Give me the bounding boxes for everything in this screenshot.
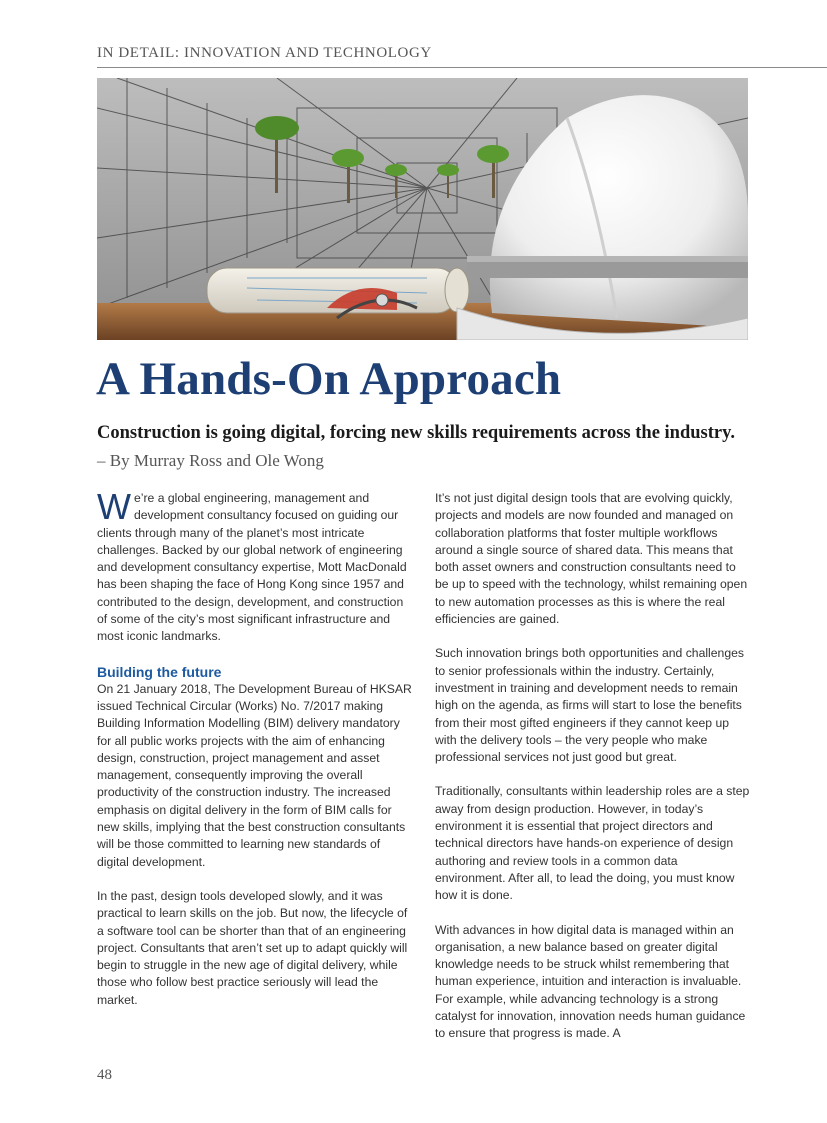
right-column xyxy=(435,490,751,1043)
hero-image xyxy=(97,78,748,340)
paragraph: In the past, design tools developed slowly, and it was practical to learn skills on the job. But now, the lifecycle of a software tool can be shorter than that of an engineering project. Consultants that aren’t set up to adapt quickly will begin to struggle in the new age of digital delivery, while those who follow best practice seriously will lead the market. xyxy=(97,888,408,1007)
header-divider xyxy=(97,67,827,68)
intro-paragraph xyxy=(97,486,413,646)
left-column xyxy=(97,486,413,1009)
byline: – By Murray Ross and Ole Wong xyxy=(97,451,324,470)
drop-cap: W xyxy=(97,486,131,527)
paragraph: It’s not just digital design tools that are evolving quickly, projects and models are now founded and managed on collaboration platforms that foster multiple workflows around a single source of shared data. This means that both asset owners and construction consultants need to be up to speed with the technology, whilst remaining open to new automation processes as this is where the real efficiencies are gained. xyxy=(435,491,748,627)
page-number: 48 xyxy=(97,1067,112,1083)
article-title: A Hands-On Approach xyxy=(96,353,562,405)
paragraph: On 21 January 2018, The Development Bureau of HKSAR issued Technical Circular (Works) No. 7/2017 making Building Information Modelling (BIM) delivery mandatory for all public works projects with the aim of enhancing design, construction, project management and asset management, consequently improving the overall productivity of the construction industry. The increased emphasis on digital delivery in the form of BIM calls for new skills, implying that the best construction consultants will be those committed to learning new standards of digital development. xyxy=(97,681,412,869)
article-standfirst xyxy=(97,420,737,475)
paragraph: With advances in how digital data is managed within an organisation, a new balance based on greater digital knowledge needs to be struck whilst remembering that human experience, intuition and interaction is invaluable. For example, while advancing technology is a strong catalyst for innovation, innovation needs human guidance to ensure that progress is made. A xyxy=(435,922,746,1041)
section-header: IN DETAIL: INNOVATION AND TECHNOLOGY xyxy=(97,45,432,61)
construction-hard-hat-image xyxy=(97,78,748,340)
intro-text: e’re a global engineering, management and development consultancy focused on guiding our clients through many of the planet’s most intricate challenges. Backed by our global network of engineering and development consultancy expertise, Mott MacDonald has been shaping the face of Hong Kong since 1957 and contributed to the design, development, and construction of some of the city’s most significant infrastructure and most iconic landmarks. xyxy=(97,491,407,644)
standfirst-text: Construction is going digital, forcing new skills requirements across the industry. xyxy=(97,423,735,443)
paragraph: Such innovation brings both opportunities and challenges to senior professionals within the industry. Certainly, investment in training and development needs to remain high on the agenda, as firms will start to lose the benefits from their most gifted engineers if they cannot keep up with the delivery tools – the very people who make professional services not just good but great. xyxy=(435,646,744,765)
subheading-building-the-future: Building the future xyxy=(97,663,222,680)
paragraph: Traditionally, consultants within leadership roles are a step away from design production. However, in today’s environment it is essential that project directors and technical directors have hands-on experience of design authoring and review tools in a common data environment. After all, to lead the doing, you must know how it is done. xyxy=(435,784,750,903)
